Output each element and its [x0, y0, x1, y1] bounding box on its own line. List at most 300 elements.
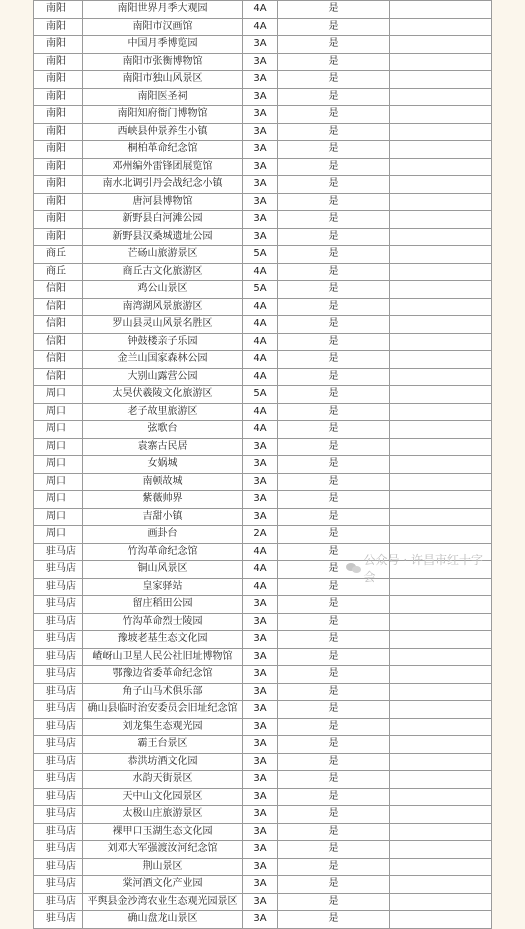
status-cell[interactable]: 是	[278, 193, 390, 211]
status-cell[interactable]: 是	[278, 666, 390, 684]
note-cell[interactable]	[390, 456, 492, 474]
scenic-spot-name-cell[interactable]: 南顿故城	[83, 473, 243, 491]
note-cell[interactable]	[390, 666, 492, 684]
note-cell[interactable]	[390, 211, 492, 229]
city-cell[interactable]: 驻马店	[34, 788, 83, 806]
city-cell[interactable]: 周口	[34, 491, 83, 509]
status-cell[interactable]: 是	[278, 893, 390, 911]
city-cell[interactable]: 周口	[34, 386, 83, 404]
city-cell[interactable]: 信阳	[34, 298, 83, 316]
table-row	[34, 421, 492, 439]
scenic-spot-name-cell[interactable]: 确山县临时治安委员会旧址纪念馆	[83, 701, 243, 719]
table-row	[34, 53, 492, 71]
status-cell[interactable]: 是	[278, 788, 390, 806]
status-cell[interactable]: 是	[278, 631, 390, 649]
note-cell[interactable]	[390, 508, 492, 526]
table-row	[34, 858, 492, 876]
note-cell[interactable]	[390, 386, 492, 404]
table-row	[34, 473, 492, 491]
table-row	[34, 176, 492, 194]
status-cell[interactable]: 是	[278, 228, 390, 246]
city-cell[interactable]: 南阳	[34, 123, 83, 141]
status-cell[interactable]: 是	[278, 613, 390, 631]
status-cell[interactable]: 是	[278, 1, 390, 19]
rating-cell[interactable]: 4A	[243, 263, 278, 281]
scenic-spot-name-cell[interactable]: 老子故里旅游区	[83, 403, 243, 421]
status-cell[interactable]: 是	[278, 403, 390, 421]
note-cell[interactable]	[390, 788, 492, 806]
table-row	[34, 806, 492, 824]
note-cell[interactable]	[390, 753, 492, 771]
rating-cell[interactable]: 3A	[243, 193, 278, 211]
status-cell[interactable]: 是	[278, 71, 390, 89]
rating-cell[interactable]: 3A	[243, 438, 278, 456]
scenic-spot-name-cell[interactable]: 西峡县仲景养生小镇	[83, 123, 243, 141]
status-cell[interactable]: 是	[278, 176, 390, 194]
city-cell[interactable]: 驻马店	[34, 543, 83, 561]
city-cell[interactable]: 驻马店	[34, 806, 83, 824]
note-cell[interactable]	[390, 246, 492, 264]
city-cell[interactable]: 驻马店	[34, 666, 83, 684]
note-cell[interactable]	[390, 421, 492, 439]
scenic-spot-name-cell[interactable]: 大别山露营公园	[83, 368, 243, 386]
rating-cell[interactable]: 4A	[243, 578, 278, 596]
scenic-spot-name-cell[interactable]: 金兰山国家森林公园	[83, 351, 243, 369]
rating-cell[interactable]: 3A	[243, 613, 278, 631]
table-row	[34, 561, 492, 579]
rating-cell[interactable]: 3A	[243, 841, 278, 859]
city-cell[interactable]: 信阳	[34, 281, 83, 299]
scenic-spot-name-cell[interactable]: 南阳市独山风景区	[83, 71, 243, 89]
note-cell[interactable]	[390, 561, 492, 579]
status-cell[interactable]: 是	[278, 543, 390, 561]
status-cell[interactable]: 是	[278, 473, 390, 491]
scenic-spot-name-cell[interactable]: 天中山文化园景区	[83, 788, 243, 806]
note-cell[interactable]	[390, 543, 492, 561]
status-cell[interactable]: 是	[278, 18, 390, 36]
rating-cell[interactable]: 3A	[243, 893, 278, 911]
scenic-spot-name-cell[interactable]: 太极山庄旅游景区	[83, 806, 243, 824]
status-cell[interactable]: 是	[278, 123, 390, 141]
status-cell[interactable]: 是	[278, 526, 390, 544]
rating-cell[interactable]: 5A	[243, 386, 278, 404]
scenic-spot-name-cell[interactable]: 南阳市汉画馆	[83, 18, 243, 36]
status-cell[interactable]: 是	[278, 316, 390, 334]
rating-cell[interactable]: 3A	[243, 473, 278, 491]
status-cell[interactable]: 是	[278, 88, 390, 106]
note-cell[interactable]	[390, 193, 492, 211]
rating-cell[interactable]: 4A	[243, 316, 278, 334]
status-cell[interactable]: 是	[278, 508, 390, 526]
city-cell[interactable]: 驻马店	[34, 823, 83, 841]
status-cell[interactable]: 是	[278, 718, 390, 736]
table-row	[34, 683, 492, 701]
status-cell[interactable]: 是	[278, 736, 390, 754]
city-cell[interactable]: 南阳	[34, 176, 83, 194]
status-cell[interactable]: 是	[278, 596, 390, 614]
table-row	[34, 228, 492, 246]
table-row	[34, 123, 492, 141]
rating-cell[interactable]: 3A	[243, 876, 278, 894]
city-cell[interactable]: 驻马店	[34, 648, 83, 666]
scenic-spot-name-cell[interactable]: 荆山景区	[83, 858, 243, 876]
status-cell[interactable]: 是	[278, 281, 390, 299]
note-cell[interactable]	[390, 631, 492, 649]
table-row	[34, 88, 492, 106]
rating-cell[interactable]: 4A	[243, 333, 278, 351]
scenic-spot-name-cell[interactable]: 竹沟革命烈士陵园	[83, 613, 243, 631]
city-cell[interactable]: 周口	[34, 421, 83, 439]
scenic-spot-name-cell[interactable]: 新野县汉桑城遗址公园	[83, 228, 243, 246]
city-cell[interactable]: 驻马店	[34, 771, 83, 789]
note-cell[interactable]	[390, 648, 492, 666]
note-cell[interactable]	[390, 368, 492, 386]
rating-cell[interactable]: 3A	[243, 718, 278, 736]
scenic-spot-name-cell[interactable]: 确山盘龙山景区	[83, 911, 243, 929]
city-cell[interactable]: 南阳	[34, 211, 83, 229]
status-cell[interactable]: 是	[278, 211, 390, 229]
status-cell[interactable]: 是	[278, 753, 390, 771]
city-cell[interactable]: 商丘	[34, 246, 83, 264]
city-cell[interactable]: 驻马店	[34, 578, 83, 596]
rating-cell[interactable]: 3A	[243, 823, 278, 841]
scenic-spot-name-cell[interactable]: 棠河酒文化产业园	[83, 876, 243, 894]
table-row	[34, 71, 492, 89]
city-cell[interactable]: 驻马店	[34, 753, 83, 771]
city-cell[interactable]: 信阳	[34, 333, 83, 351]
scenic-spot-name-cell[interactable]: 罗山县灵山风景名胜区	[83, 316, 243, 334]
city-cell[interactable]: 信阳	[34, 368, 83, 386]
rating-cell[interactable]: 3A	[243, 771, 278, 789]
rating-cell[interactable]: 4A	[243, 368, 278, 386]
table-row	[34, 141, 492, 159]
rating-cell[interactable]: 4A	[243, 18, 278, 36]
city-cell[interactable]: 驻马店	[34, 736, 83, 754]
note-cell[interactable]	[390, 613, 492, 631]
scenic-spot-name-cell[interactable]: 钟鼓楼亲子乐园	[83, 333, 243, 351]
note-cell[interactable]	[390, 596, 492, 614]
note-cell[interactable]	[390, 298, 492, 316]
scenic-spot-name-cell[interactable]: 女娲城	[83, 456, 243, 474]
scenic-spot-name-cell[interactable]: 画卦台	[83, 526, 243, 544]
note-cell[interactable]	[390, 176, 492, 194]
city-cell[interactable]: 驻马店	[34, 858, 83, 876]
status-cell[interactable]: 是	[278, 333, 390, 351]
city-cell[interactable]: 南阳	[34, 88, 83, 106]
scenic-spot-name-cell[interactable]: 霸王台景区	[83, 736, 243, 754]
note-cell[interactable]	[390, 36, 492, 54]
note-cell[interactable]	[390, 806, 492, 824]
scenic-spot-name-cell[interactable]: 太昊伏羲陵文化旅游区	[83, 386, 243, 404]
note-cell[interactable]	[390, 403, 492, 421]
note-cell[interactable]	[390, 876, 492, 894]
city-cell[interactable]: 驻马店	[34, 613, 83, 631]
table-row	[34, 666, 492, 684]
status-cell[interactable]: 是	[278, 771, 390, 789]
city-cell[interactable]: 南阳	[34, 158, 83, 176]
status-cell[interactable]: 是	[278, 158, 390, 176]
rating-cell[interactable]: 3A	[243, 858, 278, 876]
rating-cell[interactable]: 3A	[243, 736, 278, 754]
table-row	[34, 578, 492, 596]
note-cell[interactable]	[390, 1, 492, 19]
scenic-spot-name-cell[interactable]: 邓州编外雷锋团展览馆	[83, 158, 243, 176]
city-cell[interactable]: 周口	[34, 473, 83, 491]
rating-cell[interactable]: 3A	[243, 911, 278, 929]
note-cell[interactable]	[390, 701, 492, 719]
status-cell[interactable]: 是	[278, 438, 390, 456]
note-cell[interactable]	[390, 71, 492, 89]
scenic-spot-name-cell[interactable]: 竹沟革命纪念馆	[83, 543, 243, 561]
city-cell[interactable]: 驻马店	[34, 841, 83, 859]
scenic-spot-name-cell[interactable]: 嵖岈山卫星人民公社旧址博物馆	[83, 648, 243, 666]
rating-cell[interactable]: 3A	[243, 683, 278, 701]
scenic-spot-name-cell[interactable]: 桐柏革命纪念馆	[83, 141, 243, 159]
rating-cell[interactable]: 4A	[243, 543, 278, 561]
scenic-spot-name-cell[interactable]: 商丘古文化旅游区	[83, 263, 243, 281]
rating-cell[interactable]: 4A	[243, 1, 278, 19]
note-cell[interactable]	[390, 718, 492, 736]
scenic-spot-name-cell[interactable]: 弦歌台	[83, 421, 243, 439]
rating-cell[interactable]: 3A	[243, 508, 278, 526]
table-row	[34, 613, 492, 631]
note-cell[interactable]	[390, 158, 492, 176]
scenic-spot-name-cell[interactable]: 恭洪坊酒文化园	[83, 753, 243, 771]
note-cell[interactable]	[390, 473, 492, 491]
note-cell[interactable]	[390, 911, 492, 929]
table-row	[34, 893, 492, 911]
status-cell[interactable]: 是	[278, 876, 390, 894]
status-cell[interactable]: 是	[278, 683, 390, 701]
city-cell[interactable]: 驻马店	[34, 876, 83, 894]
scenic-spot-name-cell[interactable]: 鄂豫边省委革命纪念馆	[83, 666, 243, 684]
rating-cell[interactable]: 4A	[243, 403, 278, 421]
city-cell[interactable]: 南阳	[34, 106, 83, 124]
note-cell[interactable]	[390, 333, 492, 351]
rating-cell[interactable]: 3A	[243, 788, 278, 806]
rating-cell[interactable]: 3A	[243, 456, 278, 474]
city-cell[interactable]: 周口	[34, 508, 83, 526]
rating-cell[interactable]: 3A	[243, 71, 278, 89]
scenic-spot-name-cell[interactable]: 刘龙集生态观光园	[83, 718, 243, 736]
note-cell[interactable]	[390, 438, 492, 456]
city-cell[interactable]: 南阳	[34, 193, 83, 211]
table-row	[34, 788, 492, 806]
table-row	[34, 316, 492, 334]
note-cell[interactable]	[390, 736, 492, 754]
note-cell[interactable]	[390, 858, 492, 876]
city-cell[interactable]: 周口	[34, 403, 83, 421]
note-cell[interactable]	[390, 683, 492, 701]
city-cell[interactable]: 南阳	[34, 36, 83, 54]
table-row	[34, 736, 492, 754]
rating-cell[interactable]: 2A	[243, 526, 278, 544]
scenic-spot-name-cell[interactable]: 豫坡老基生态文化园	[83, 631, 243, 649]
status-cell[interactable]: 是	[278, 806, 390, 824]
scenic-spot-name-cell[interactable]: 袁寨古民居	[83, 438, 243, 456]
rating-cell[interactable]: 3A	[243, 211, 278, 229]
city-cell[interactable]: 驻马店	[34, 596, 83, 614]
table-row	[34, 211, 492, 229]
rating-cell[interactable]: 3A	[243, 123, 278, 141]
table-row	[34, 841, 492, 859]
scenic-spot-name-cell[interactable]: 紫薇帅界	[83, 491, 243, 509]
scenic-spot-name-cell[interactable]: 皇家驿站	[83, 578, 243, 596]
note-cell[interactable]	[390, 106, 492, 124]
scenic-spot-name-cell[interactable]: 中国月季博览园	[83, 36, 243, 54]
table-row	[34, 631, 492, 649]
scenic-spot-name-cell[interactable]: 南湾湖风景旅游区	[83, 298, 243, 316]
city-cell[interactable]: 周口	[34, 456, 83, 474]
city-cell[interactable]: 驻马店	[34, 683, 83, 701]
status-cell[interactable]: 是	[278, 648, 390, 666]
city-cell[interactable]: 南阳	[34, 141, 83, 159]
rating-cell[interactable]: 3A	[243, 596, 278, 614]
status-cell[interactable]: 是	[278, 298, 390, 316]
rating-cell[interactable]: 3A	[243, 176, 278, 194]
note-cell[interactable]	[390, 123, 492, 141]
rating-cell[interactable]: 3A	[243, 36, 278, 54]
scenic-spot-name-cell[interactable]: 鸡公山景区	[83, 281, 243, 299]
note-cell[interactable]	[390, 771, 492, 789]
rating-cell[interactable]: 3A	[243, 228, 278, 246]
scenic-spot-name-cell[interactable]: 铜山风景区	[83, 561, 243, 579]
status-cell[interactable]: 是	[278, 491, 390, 509]
scenic-spot-name-cell[interactable]: 芒砀山旅游景区	[83, 246, 243, 264]
table-row	[34, 158, 492, 176]
status-cell[interactable]: 是	[278, 141, 390, 159]
status-cell[interactable]: 是	[278, 36, 390, 54]
status-cell[interactable]: 是	[278, 701, 390, 719]
rating-cell[interactable]: 3A	[243, 158, 278, 176]
status-cell[interactable]: 是	[278, 578, 390, 596]
note-cell[interactable]	[390, 53, 492, 71]
city-cell[interactable]: 驻马店	[34, 893, 83, 911]
note-cell[interactable]	[390, 316, 492, 334]
note-cell[interactable]	[390, 228, 492, 246]
city-cell[interactable]: 信阳	[34, 351, 83, 369]
status-cell[interactable]: 是	[278, 53, 390, 71]
table-row	[34, 368, 492, 386]
scenic-spot-name-cell[interactable]: 南阳知府衙门博物馆	[83, 106, 243, 124]
note-cell[interactable]	[390, 263, 492, 281]
scenic-spot-name-cell[interactable]: 吉甜小镇	[83, 508, 243, 526]
rating-cell[interactable]: 5A	[243, 281, 278, 299]
scenic-spot-name-cell[interactable]: 留庄稻田公园	[83, 596, 243, 614]
table-row	[34, 246, 492, 264]
table-row	[34, 1, 492, 19]
table-row	[34, 648, 492, 666]
scenic-spot-name-cell[interactable]: 水韵天街景区	[83, 771, 243, 789]
city-cell[interactable]: 信阳	[34, 316, 83, 334]
status-cell[interactable]: 是	[278, 823, 390, 841]
rating-cell[interactable]: 4A	[243, 561, 278, 579]
status-cell[interactable]: 是	[278, 421, 390, 439]
table-row	[34, 876, 492, 894]
rating-cell[interactable]: 3A	[243, 631, 278, 649]
city-cell[interactable]: 南阳	[34, 18, 83, 36]
city-cell[interactable]: 驻马店	[34, 561, 83, 579]
rating-cell[interactable]: 3A	[243, 666, 278, 684]
note-cell[interactable]	[390, 18, 492, 36]
status-cell[interactable]: 是	[278, 386, 390, 404]
city-cell[interactable]: 驻马店	[34, 701, 83, 719]
scenic-spot-name-cell[interactable]: 南阳医圣祠	[83, 88, 243, 106]
city-cell[interactable]: 驻马店	[34, 718, 83, 736]
scenic-spot-name-cell[interactable]: 唐河县博物馆	[83, 193, 243, 211]
city-cell[interactable]: 商丘	[34, 263, 83, 281]
status-cell[interactable]: 是	[278, 911, 390, 929]
scenic-spot-name-cell[interactable]: 新野县白河滩公园	[83, 211, 243, 229]
note-cell[interactable]	[390, 141, 492, 159]
city-cell[interactable]: 驻马店	[34, 631, 83, 649]
rating-cell[interactable]: 4A	[243, 421, 278, 439]
city-cell[interactable]: 南阳	[34, 53, 83, 71]
city-cell[interactable]: 南阳	[34, 1, 83, 19]
rating-cell[interactable]: 5A	[243, 246, 278, 264]
rating-cell[interactable]: 3A	[243, 806, 278, 824]
city-cell[interactable]: 驻马店	[34, 911, 83, 929]
note-cell[interactable]	[390, 88, 492, 106]
rating-cell[interactable]: 3A	[243, 88, 278, 106]
status-cell[interactable]: 是	[278, 456, 390, 474]
note-cell[interactable]	[390, 823, 492, 841]
note-cell[interactable]	[390, 841, 492, 859]
rating-cell[interactable]: 3A	[243, 753, 278, 771]
scenic-spot-name-cell[interactable]: 南阳世界月季大观园	[83, 1, 243, 19]
scenic-spot-name-cell[interactable]: 南水北调引丹会战纪念小镇	[83, 176, 243, 194]
rating-cell[interactable]: 3A	[243, 701, 278, 719]
status-cell[interactable]: 是	[278, 263, 390, 281]
scenic-spot-name-cell[interactable]: 南阳市张衡博物馆	[83, 53, 243, 71]
rating-cell[interactable]: 3A	[243, 141, 278, 159]
scenic-spot-name-cell[interactable]: 平舆县金沙湾农业生态观光园景区	[83, 893, 243, 911]
rating-cell[interactable]: 3A	[243, 53, 278, 71]
note-cell[interactable]	[390, 578, 492, 596]
rating-cell[interactable]: 4A	[243, 351, 278, 369]
table-row	[34, 106, 492, 124]
status-cell[interactable]: 是	[278, 106, 390, 124]
rating-cell[interactable]: 3A	[243, 648, 278, 666]
scenic-spot-name-cell[interactable]: 刘邓大军强渡汝河纪念馆	[83, 841, 243, 859]
city-cell[interactable]: 周口	[34, 526, 83, 544]
city-cell[interactable]: 南阳	[34, 228, 83, 246]
status-cell[interactable]: 是	[278, 368, 390, 386]
city-cell[interactable]: 南阳	[34, 71, 83, 89]
status-cell[interactable]: 是	[278, 246, 390, 264]
note-cell[interactable]	[390, 526, 492, 544]
table-row	[34, 386, 492, 404]
rating-cell[interactable]: 4A	[243, 298, 278, 316]
table-row	[34, 543, 492, 561]
rating-cell[interactable]: 3A	[243, 106, 278, 124]
rating-cell[interactable]: 3A	[243, 491, 278, 509]
table-row	[34, 438, 492, 456]
scenic-spots-table	[33, 0, 492, 929]
status-cell[interactable]: 是	[278, 561, 390, 579]
status-cell[interactable]: 是	[278, 841, 390, 859]
scenic-spot-name-cell[interactable]: 裸甲口玉湖生态文化园	[83, 823, 243, 841]
note-cell[interactable]	[390, 281, 492, 299]
table-row	[34, 508, 492, 526]
note-cell[interactable]	[390, 491, 492, 509]
note-cell[interactable]	[390, 351, 492, 369]
note-cell[interactable]	[390, 893, 492, 911]
status-cell[interactable]: 是	[278, 351, 390, 369]
status-cell[interactable]: 是	[278, 858, 390, 876]
city-cell[interactable]: 周口	[34, 438, 83, 456]
scenic-spot-name-cell[interactable]: 角子山马术俱乐部	[83, 683, 243, 701]
